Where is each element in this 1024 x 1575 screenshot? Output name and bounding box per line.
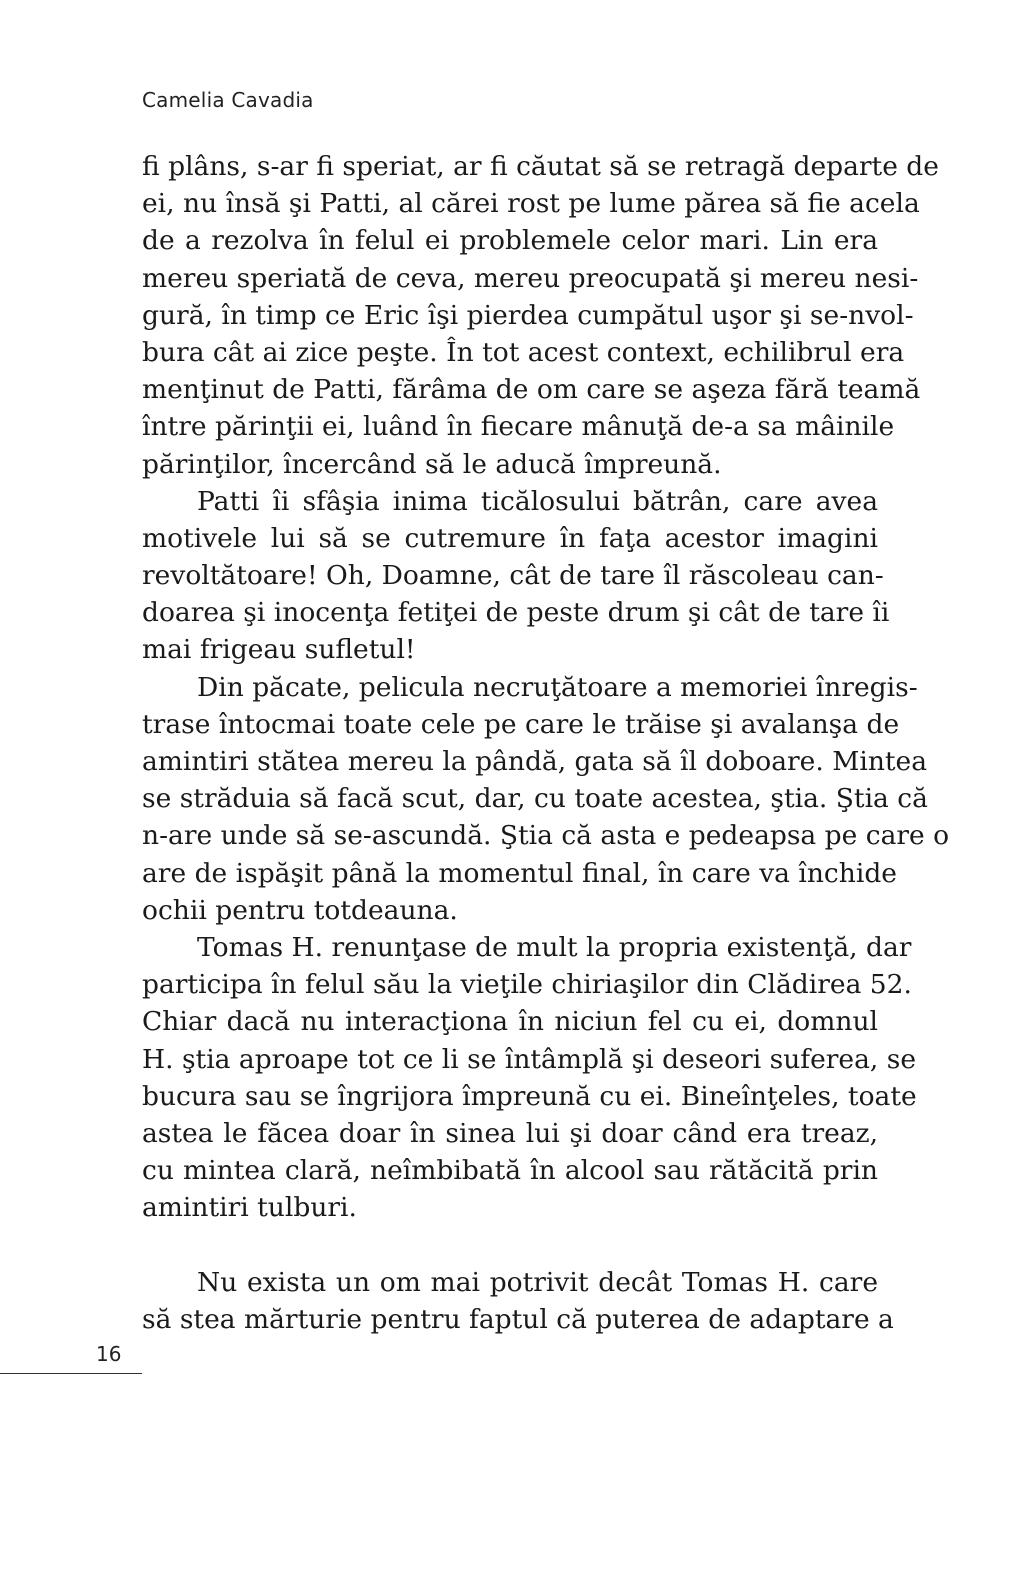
body-text [142, 148, 950, 1338]
text-line: astea le făcea doar în sinea lui şi doar când era treaz, [142, 1117, 878, 1149]
text-line: fi plâns, s-ar fi speriat, ar fi căutat să se retragă departe de [142, 151, 939, 182]
paragraph [142, 1264, 894, 1338]
text-line: n-are unde să se-ascundă. Ştia că asta e pedeapsa pe care o [142, 820, 950, 852]
paragraph [142, 148, 939, 483]
text-line: părinţilor, încercând să le aducă împreună. [142, 448, 722, 480]
text-line: gură, în timp ce Eric îşi pierdea cumpătul uşor şi se-nvol- [142, 299, 914, 331]
page-number-rule [0, 1373, 142, 1374]
text-line: doarea şi inocenţa fetiţei de peste drum şi cât de tare îi [142, 597, 890, 629]
text-line: între părinţii ei, luând în fiecare mânuţă de-a sa mâinile [142, 411, 895, 443]
text-line: Tomas H. renunţase de mult la propria existenţă, dar [197, 931, 912, 963]
paragraph [142, 483, 890, 669]
text-line: mai frigeau sufletul! [142, 634, 416, 666]
text-line: participa în felul său la vieţile chiriaşilor din Clădirea 52. [142, 969, 912, 1001]
page-number: 16 [96, 1342, 122, 1366]
text-line: mereu speriată de ceva, mereu preocupată şi mereu nesi- [142, 262, 919, 294]
text-line: H. ştia aproape tot ce li se întâmplă şi deseori suferea, se [142, 1043, 917, 1075]
running-head-author: Camelia Cavadia [142, 88, 314, 112]
text-line: Din păcate, pelicula necruţătoare a memoriei înregis- [197, 671, 918, 703]
text-line: de a rezolva în felul ei problemele celor mari. Lin era [142, 225, 878, 257]
text-line: bura cât ai zice peşte. În tot acest context, echilibrul era [142, 336, 905, 368]
text-line: menţinut de Patti, fărâma de om care se aşeza fără teamă [142, 374, 921, 406]
text-line: Patti îi sfâşia inima ticălosului bătrân, care avea [197, 485, 878, 517]
text-line: să stea mărturie pentru faptul că puterea de adaptare a [142, 1303, 894, 1335]
text-line: Nu exista un om mai potrivit decât Tomas H. care [197, 1266, 878, 1298]
text-line: cu mintea clară, neîmbibată în alcool sau rătăcită prin [142, 1155, 878, 1187]
text-line: trase întocmai toate cele pe care le trăise şi avalanşa de [142, 708, 900, 740]
text-line: amintiri tulburi. [142, 1192, 357, 1224]
text-line: motivele lui să se cutremure în faţa acestor imagini [142, 522, 878, 554]
text-line: Chiar dacă nu interacţiona în niciun fel cu ei, domnul [142, 1006, 878, 1038]
text-line: bucura sau se îngrijora împreună cu ei. Bineînţeles, toate [142, 1080, 917, 1112]
section-break [142, 1226, 878, 1263]
text-line: are de ispăşit până la momentul final, în care va închide [142, 857, 897, 889]
text-line: ei, nu însă şi Patti, al cărei rost pe lume părea să fie acela [142, 188, 920, 220]
text-line: se străduia să facă scut, dar, cu toate acestea, ştia. Ştia că [142, 783, 928, 815]
text-line: revoltătoare! Oh, Doamne, cât de tare îl răscoleau can- [142, 560, 884, 592]
paragraph [142, 929, 917, 1227]
text-line: ochii pentru totdeauna. [142, 894, 458, 926]
paragraph [142, 669, 950, 929]
text-line: amintiri stătea mereu la pândă, gata să îl doboare. Mintea [142, 746, 928, 777]
